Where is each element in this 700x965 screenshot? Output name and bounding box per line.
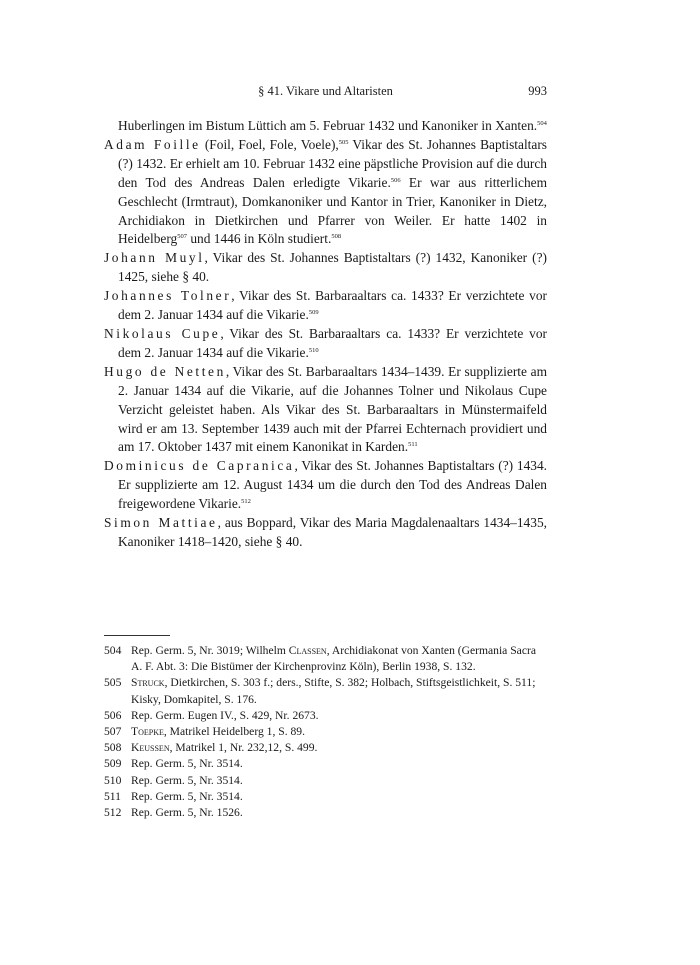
footnote-number: 506 xyxy=(104,708,122,722)
entry-adam-foille: Adam Foille (Foil, Foel, Fole, Voele),$^{505}$ Vikar des St. Johannes Baptistaltars (?) 1432. Er erhielt am 10. Februar 1432 eine päpstliche Provision auf die durch den Tod des Andreas Dalen erledigte Vikarie.$^{506}$ Er war aus ritterlichem Geschlecht (Irmtraut), Domkanoniker und Kantor in Trier, Kanoniker in Dietz, Archidiakon in Dietkirchen und Pfarrer von Weiler. Er hatte 1402 in Heidelberg$^{507}$ und 1446 in Köln studiert.$^{508}$ xyxy=(104,136,548,247)
footnote-number: 510 xyxy=(104,773,122,787)
footnote-ref[interactable]: 510 xyxy=(308,346,319,354)
footnote: 507 Toepke, Matrikel Heidelberg 1, S. 89. xyxy=(104,724,547,740)
footnote-number: 507 xyxy=(104,725,122,739)
footnote-ref[interactable]: 506 xyxy=(390,176,401,184)
running-header xyxy=(104,84,547,104)
footnote-divider xyxy=(104,635,170,636)
main-text xyxy=(104,117,547,552)
person-name: Hugo de Netten xyxy=(104,363,226,379)
footnote-ref[interactable]: 512 xyxy=(241,498,251,506)
footnote: 510 Rep. Germ. 5, Nr. 3514. xyxy=(104,773,547,789)
footnote: 504 Rep. Germ. 5, Nr. 3019; Wilhelm Classen, Archidiakonat von Xanten (Germania Sacra A. F. Abt. 3: Die Bistümer der Kirchenprovinz Köln), Berlin 1938, S. 132. xyxy=(104,643,547,675)
person-name: Johann Muyl xyxy=(104,250,205,266)
entry-hugo-de-netten: Hugo de Netten, Vikar des St. Barbaraaltars 1434–1439. Er supplizierte am 2. Januar 1434 auf die Vikarie, auf die Johannes Tolner und Nikolaus Cupe Verzicht geleistet haben. Als Vikar des St. Barbaraaltars in Münstermaifeld wird er am 13. September 1439 auch mit der Pfarrei Echternach providiert und am 17. Oktober 1437 mit einem Kanonikat in Karden.$^{511}$ xyxy=(104,363,547,455)
footnote: 509 Rep. Germ. 5, Nr. 3514. xyxy=(104,756,547,772)
entry-nikolaus-cupe: Nikolaus Cupe, Vikar des St. Barbaraaltars ca. 1433? Er verzichtete vor dem 2. Januar 1434 auf die Vikarie.$^{510}$ xyxy=(104,325,547,360)
footnote-number: 508 xyxy=(104,741,122,755)
person-name: Dominicus de Capranica xyxy=(104,458,295,474)
footnote-number: 505 xyxy=(104,676,122,690)
entry-johann-muyl: Johann Muyl, Vikar des St. Johannes Baptistaltars (?) 1432, Kanoniker (?) 1425, siehe § 40. xyxy=(104,250,547,285)
footnote-ref[interactable]: 505 xyxy=(338,138,349,146)
entry-simon-mattiae: Simon Mattiae, aus Boppard, Vikar des Maria Magdalenaaltars 1434–1435, Kanoniker 1418–1420, siehe § 40. xyxy=(104,515,547,549)
footnote: 508 Keussen, Matrikel 1, Nr. 232,12, S. 499. xyxy=(104,740,547,756)
person-name: Simon Mattiae xyxy=(104,515,218,531)
running-title: § 41. Vikare und Altaristen xyxy=(258,84,393,98)
entry-continuation: Huberlingen im Bistum Lüttich am 5. Februar 1432 und Kanoniker in Xanten.$^{504}$ xyxy=(118,118,547,133)
footnote-number: 509 xyxy=(104,757,122,771)
footnote-number: 511 xyxy=(104,789,121,803)
footnotes xyxy=(104,643,547,821)
footnote-number: 504 xyxy=(104,644,122,657)
footnote-ref[interactable]: 504 xyxy=(537,120,547,127)
footnote: 512 Rep. Germ. 5, Nr. 1526. xyxy=(104,805,547,821)
entry-dominicus-de-capranica: Dominicus de Capranica, Vikar des St. Johannes Baptistaltars (?) 1434. Er supplizierte am 12. August 1434 um die durch den Tod des Andreas Dalen freigewordene Vikarie.$^{512}$ xyxy=(104,458,548,512)
footnote-ref[interactable]: 508 xyxy=(331,233,342,241)
footnote: 505 Struck, Dietkirchen, S. 303 f.; ders., Stifte, S. 382; Holbach, Stiftsgeistlichkeit, S. 511; Kisky, Domkapitel, S. 176. xyxy=(104,675,547,707)
footnote: 506 Rep. Germ. Eugen IV., S. 429, Nr. 2673. xyxy=(104,708,547,724)
footnote-ref[interactable]: 507 xyxy=(177,233,187,241)
page-number: 993 xyxy=(528,84,547,98)
footnote: 511 Rep. Germ. 5, Nr. 3514. xyxy=(104,789,547,805)
footnote-ref[interactable]: 509 xyxy=(308,309,319,317)
person-name: Johannes Tolner xyxy=(104,288,232,304)
footnote-number: 512 xyxy=(104,806,122,820)
entry-johannes-tolner: Johannes Tolner, Vikar des St. Barbaraaltars ca. 1433? Er verzichtete vor dem 2. Januar 1434 auf die Vikarie.$^{509}$ xyxy=(104,288,547,323)
person-name: Nikolaus Cupe xyxy=(104,325,221,341)
person-name: Adam Foille xyxy=(104,136,201,152)
footnote-ref[interactable]: 511 xyxy=(408,441,418,449)
